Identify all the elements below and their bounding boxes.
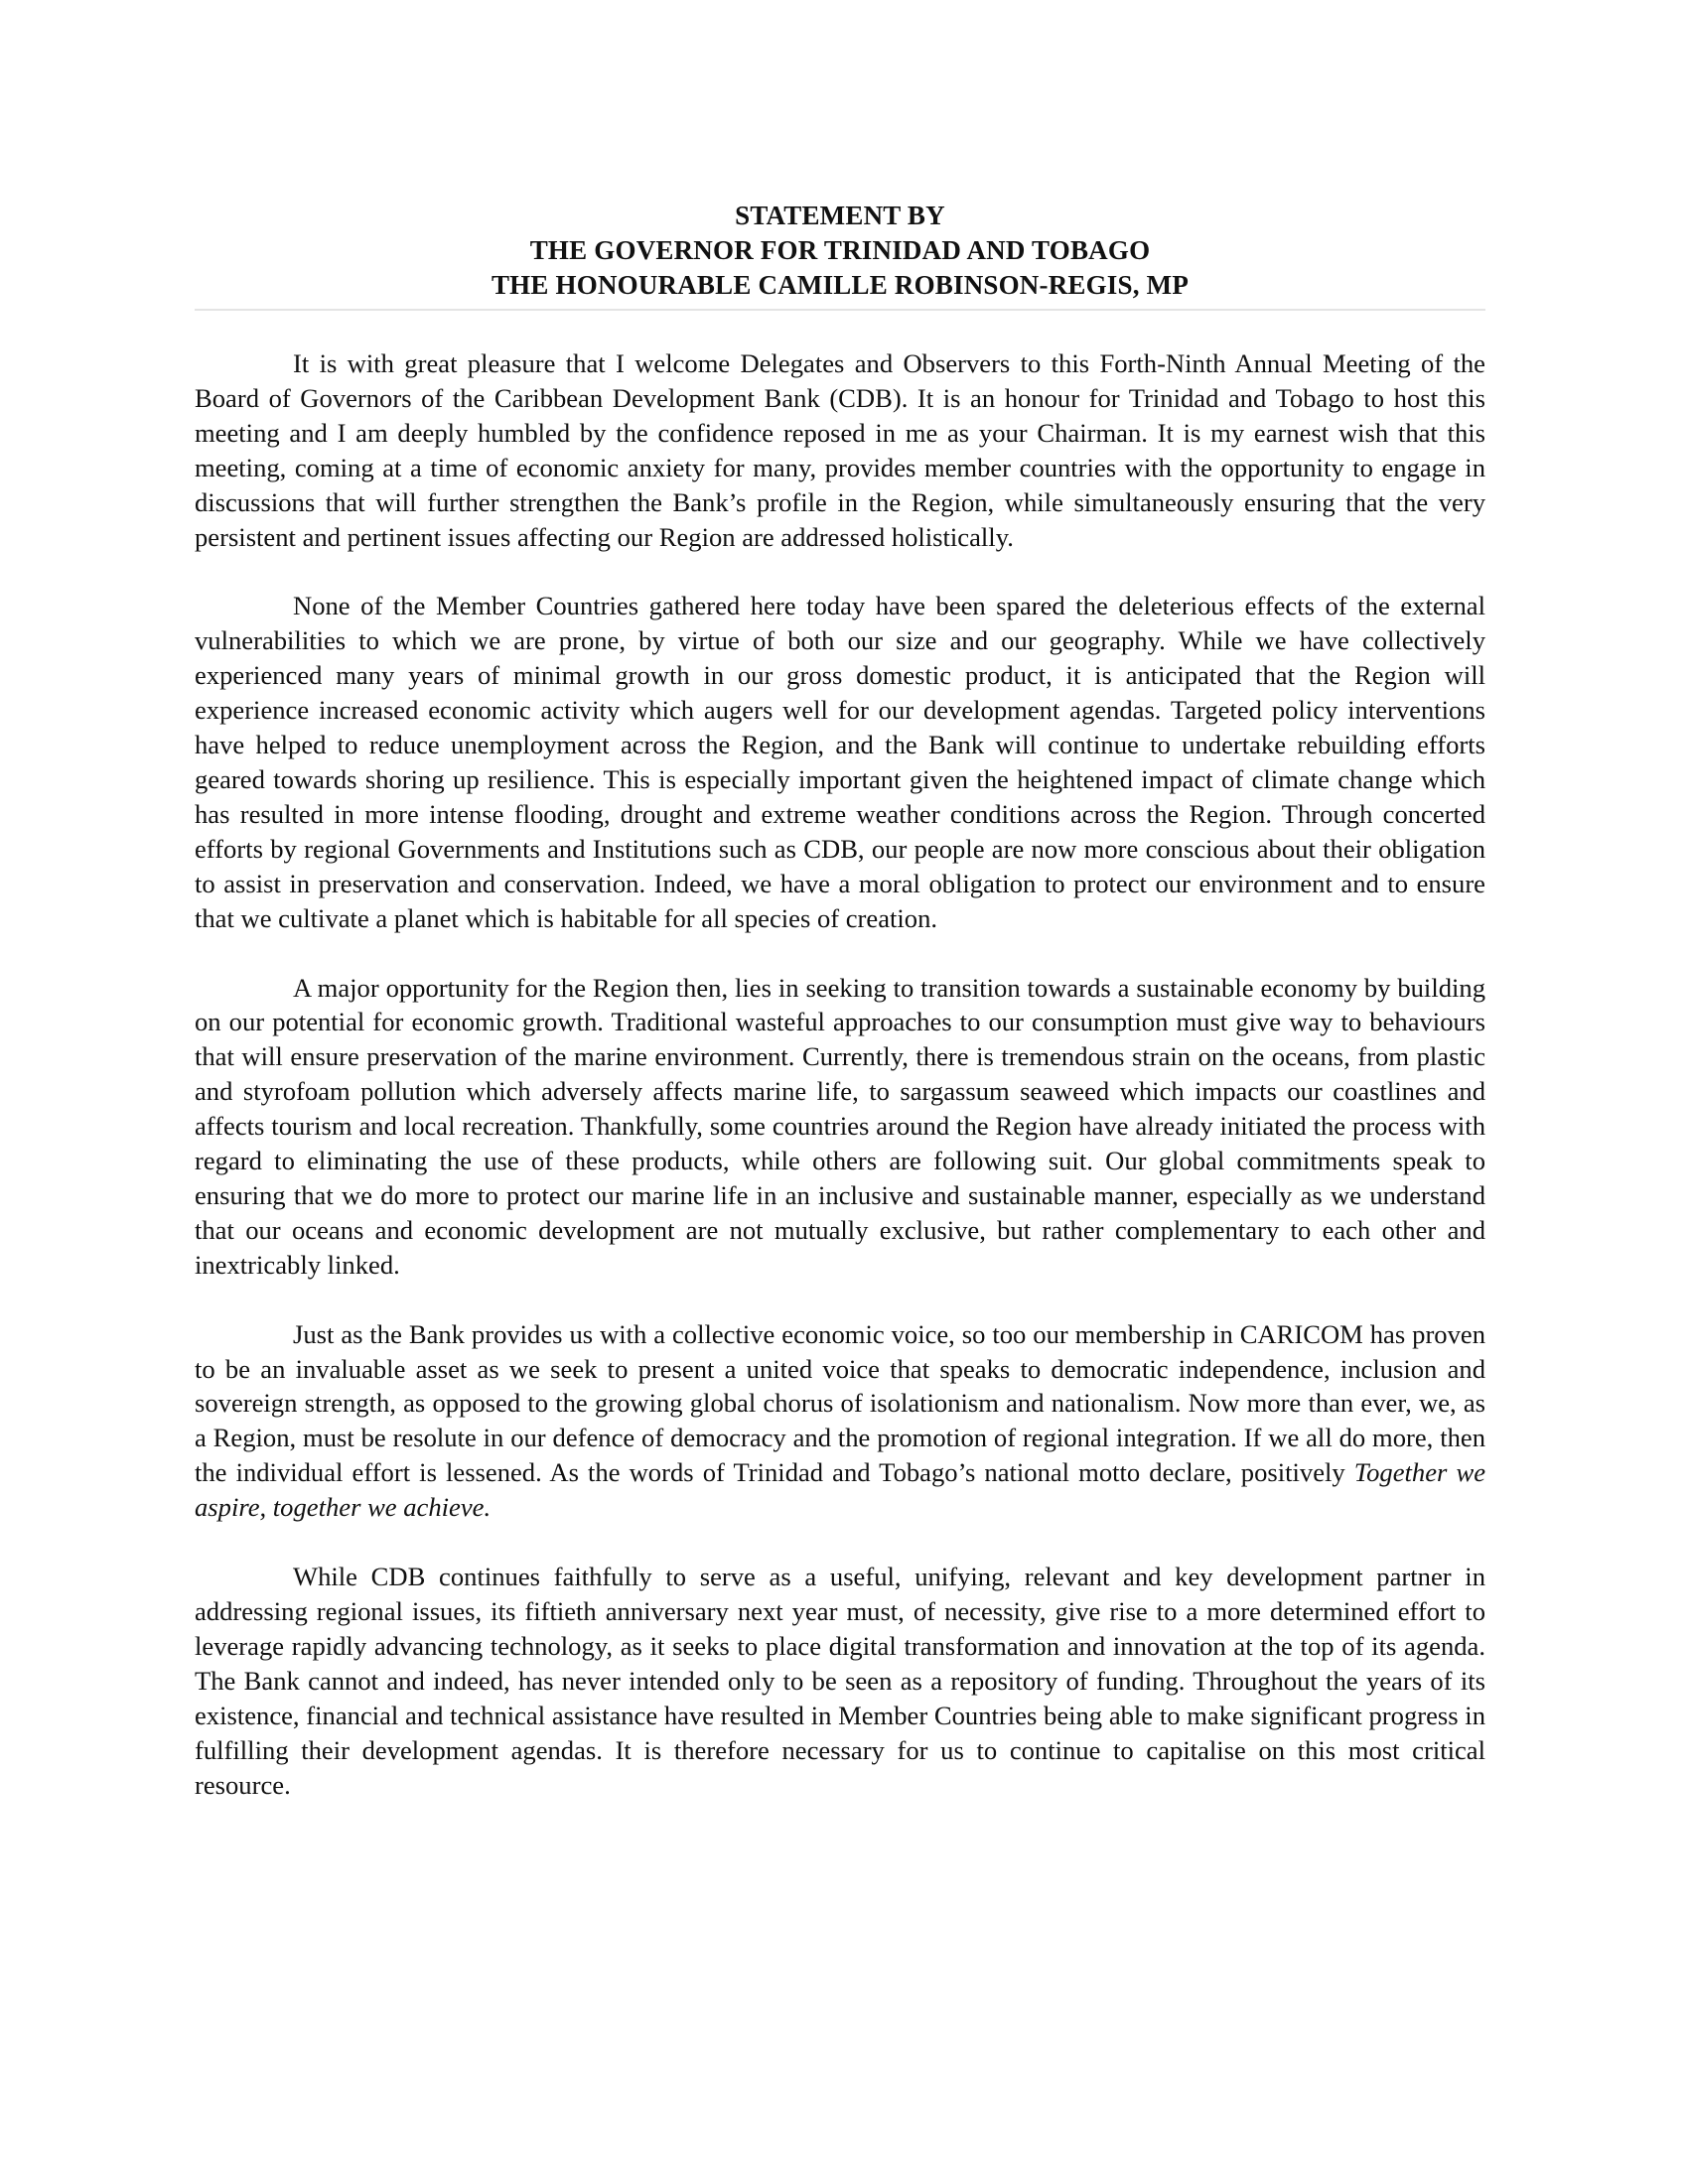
document-page [195, 199, 1485, 1837]
paragraph-caricom-text: Just as the Bank provides us with a collective economic voice, so too our membership in CARICOM has proven to be an invaluable asset as we seek to present a united voice that speaks to democratic independence, inclusion and sovereign strength, as opposed to the growing global chorus of isolationism and nationalism. Now more than ever, we, as a Region, must be resolute in our defence of democracy and the promotion of regional integration. If we all do more, then the individual effort is lessened. As the words of Trinidad and Tobago’s national motto declare, positively [195, 1318, 1485, 1488]
statement-body [195, 346, 1485, 1802]
paragraph-welcome: It is with great pleasure that I welcome Delegates and Observers to this Forth-Ninth Annual Meeting of the Board of Governors of the Caribbean Development Bank (CDB). It is an honour for Trinidad and Tobago to host this meeting and I am deeply humbled by the confidence reposed in me as your Chairman. It is my earnest wish that this meeting, coming at a time of economic anxiety for many, provides member countries with the opportunity to engage in discussions that will further strengthen the Bank’s profile in the Region, while simultaneously ensuring that the very persistent and pertinent issues affecting our Region are addressed holistically. [195, 348, 1485, 552]
header-line-governor: THE GOVERNOR FOR TRINIDAD AND TOBAGO [529, 235, 1151, 265]
national-motto: Together we aspire, together we achieve. [195, 1457, 1485, 1523]
paragraph-caricom [195, 1317, 1485, 1525]
statement-header [195, 199, 1485, 303]
paragraph-vulnerabilities: None of the Member Countries gathered here today have been spared the deleterious effects of the external vulnerabilities to which we are prone, by virtue of both our size and our geography. While we have collectively experienced many years of minimal growth in our gross domestic product, it is anticipated that the Region will experience increased economic activity which augers well for our development agendas. Targeted policy interventions have helped to reduce unemployment across the Region, and the Bank will continue to undertake rebuilding efforts geared towards shoring up resilience. This is especially important given the heightened impact of climate change which has resulted in more intense flooding, drought and extreme weather conditions across the Region. Through concerted efforts by regional Governments and Institutions such as CDB, our people are now more conscious about their obligation to assist in preservation and conservation. Indeed, we have a moral obligation to protect our environment and to ensure that we cultivate a planet which is habitable for all species of creation. [195, 591, 1485, 933]
paragraph-sustainable-economy: A major opportunity for the Region then, lies in seeking to transition towards a sustainable economy by building on our potential for economic growth. Traditional wasteful approaches to our consumption must give way to behaviours that will ensure preservation of the marine environment. Currently, there is tremendous strain on the oceans, from plastic and styrofoam pollution which adversely affects marine life, to sargassum seaweed which impacts our coastlines and affects tourism and local recreation. Thankfully, some countries around the Region have already initiated the process with regard to eliminating the use of these products, while others are following suit. Our global commitments speak to ensuring that we do more to protect our marine life in an inclusive and sustainable manner, especially as we understand that our oceans and economic development are not mutually exclusive, but rather complementary to each other and inextricably linked. [195, 972, 1485, 1280]
header-line-statement-by: STATEMENT BY [735, 201, 945, 230]
header-divider [195, 309, 1485, 311]
header-line-speaker-name: THE HONOURABLE CAMILLE ROBINSON-REGIS, MP [491, 270, 1190, 300]
paragraph-fiftieth-anniversary: While CDB continues faithfully to serve as a useful, unifying, relevant and key development partner in addressing regional issues, its fiftieth anniversary next year must, of necessity, give rise to a more determined effort to leverage rapidly advancing technology, as it seeks to place digital transformation and innovation at the top of its agenda. The Bank cannot and indeed, has never intended only to be seen as a repository of funding. Throughout the years of its existence, financial and technical assistance have resulted in Member Countries being able to make significant progress in fulfilling their development agendas. It is therefore necessary for us to continue to capitalise on this most critical resource. [195, 1562, 1485, 1800]
